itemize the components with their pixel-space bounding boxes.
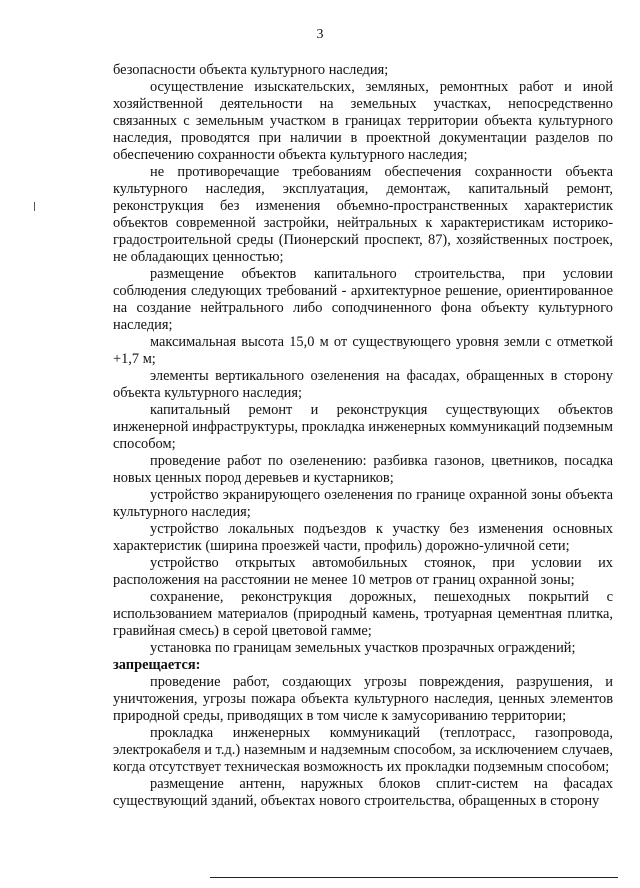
paragraph: капитальный ремонт и реконструкция существующих объектов инженерной инфраструктуры, прокладка инженерных коммуникаций подземным способом; [113,402,613,452]
paragraph: размещение антенн, наружных блоков сплит-систем на фасадах существующий зданий, объектах нового строительства, обращенных в сторону [113,776,613,809]
paragraph: проведение работ, создающих угрозы повреждения, разрушения, и уничтожения, угрозы пожара объекта культурного наследия, ценных элементов природной среды, приводящих в том числе к замусориванию территории; [113,674,613,724]
paragraph: не противоречащие требованиям обеспечения сохранности объекта культурного наследия, эксплуатация, демонтаж, капитальный ремонт, реконструкция без изменения объемно-пространственных характеристик объектов современной застройки, нейтральных к характеристикам историко-градостроительной среды (Пионерский проспект, 87), хозяйственных построек, не обладающих ценностью; [113,164,613,265]
margin-mark [34,202,35,211]
paragraph: элементы вертикального озеленения на фасадах, обращенных в сторону объекта культурного наследия; [113,368,613,401]
prohibited-heading: запрещается: [113,657,201,673]
paragraph: прокладка инженерных коммуникаций (теплотрасс, газопровода, электрокабеля и т.д.) наземным и надземным способом, за исключением случаев, когда отсутствует техническая возможность их прокладки подземным способом; [113,725,613,775]
paragraph: устройство экранирующего озеленения по границе охранной зоны объекта культурного наследия; [113,487,613,520]
paragraph: размещение объектов капитального строительства, при условии соблюдения следующих требований - архитектурное решение, ориентированное на создание нейтрального либо соподчиненного фона объекту культурного наследия; [113,266,613,333]
paragraph: максимальная высота 15,0 м от существующего уровня земли с отметкой +1,7 м; [113,334,613,367]
paragraph: устройство открытых автомобильных стоянок, при условии их расположения на расстоянии не менее 10 метров от границ охранной зоны; [113,555,613,588]
paragraph: устройство локальных подъездов к участку без изменения основных характеристик (ширина проезжей части, профиль) дорожно-уличной сети; [113,521,613,554]
paragraph: сохранение, реконструкция дорожных, пешеходных покрытий с использованием материалов (природный камень, тротуарная цементная плитка, гравийная смесь) в серой цветовой гамме; [113,589,613,639]
paragraph: установка по границам земельных участков прозрачных ограждений; [150,640,576,656]
page-number: 3 [316,27,324,42]
footnote-rule [210,877,618,878]
paragraph: осуществление изыскательских, земляных, ремонтных работ и иной хозяйственной деятельности на земельных участках, непосредственно связанных с земельным участком в границах территории объекта культурного наследия, проводятся при наличии в проектной документации разделов по обеспечению сохранности объекта культурного наследия; [113,79,613,163]
paragraph-continued: безопасности объекта культурного наследия; [113,62,389,78]
paragraph: проведение работ по озеленению: разбивка газонов, цветников, посадка новых ценных пород деревьев и кустарников; [113,453,613,486]
document-body [113,62,613,810]
